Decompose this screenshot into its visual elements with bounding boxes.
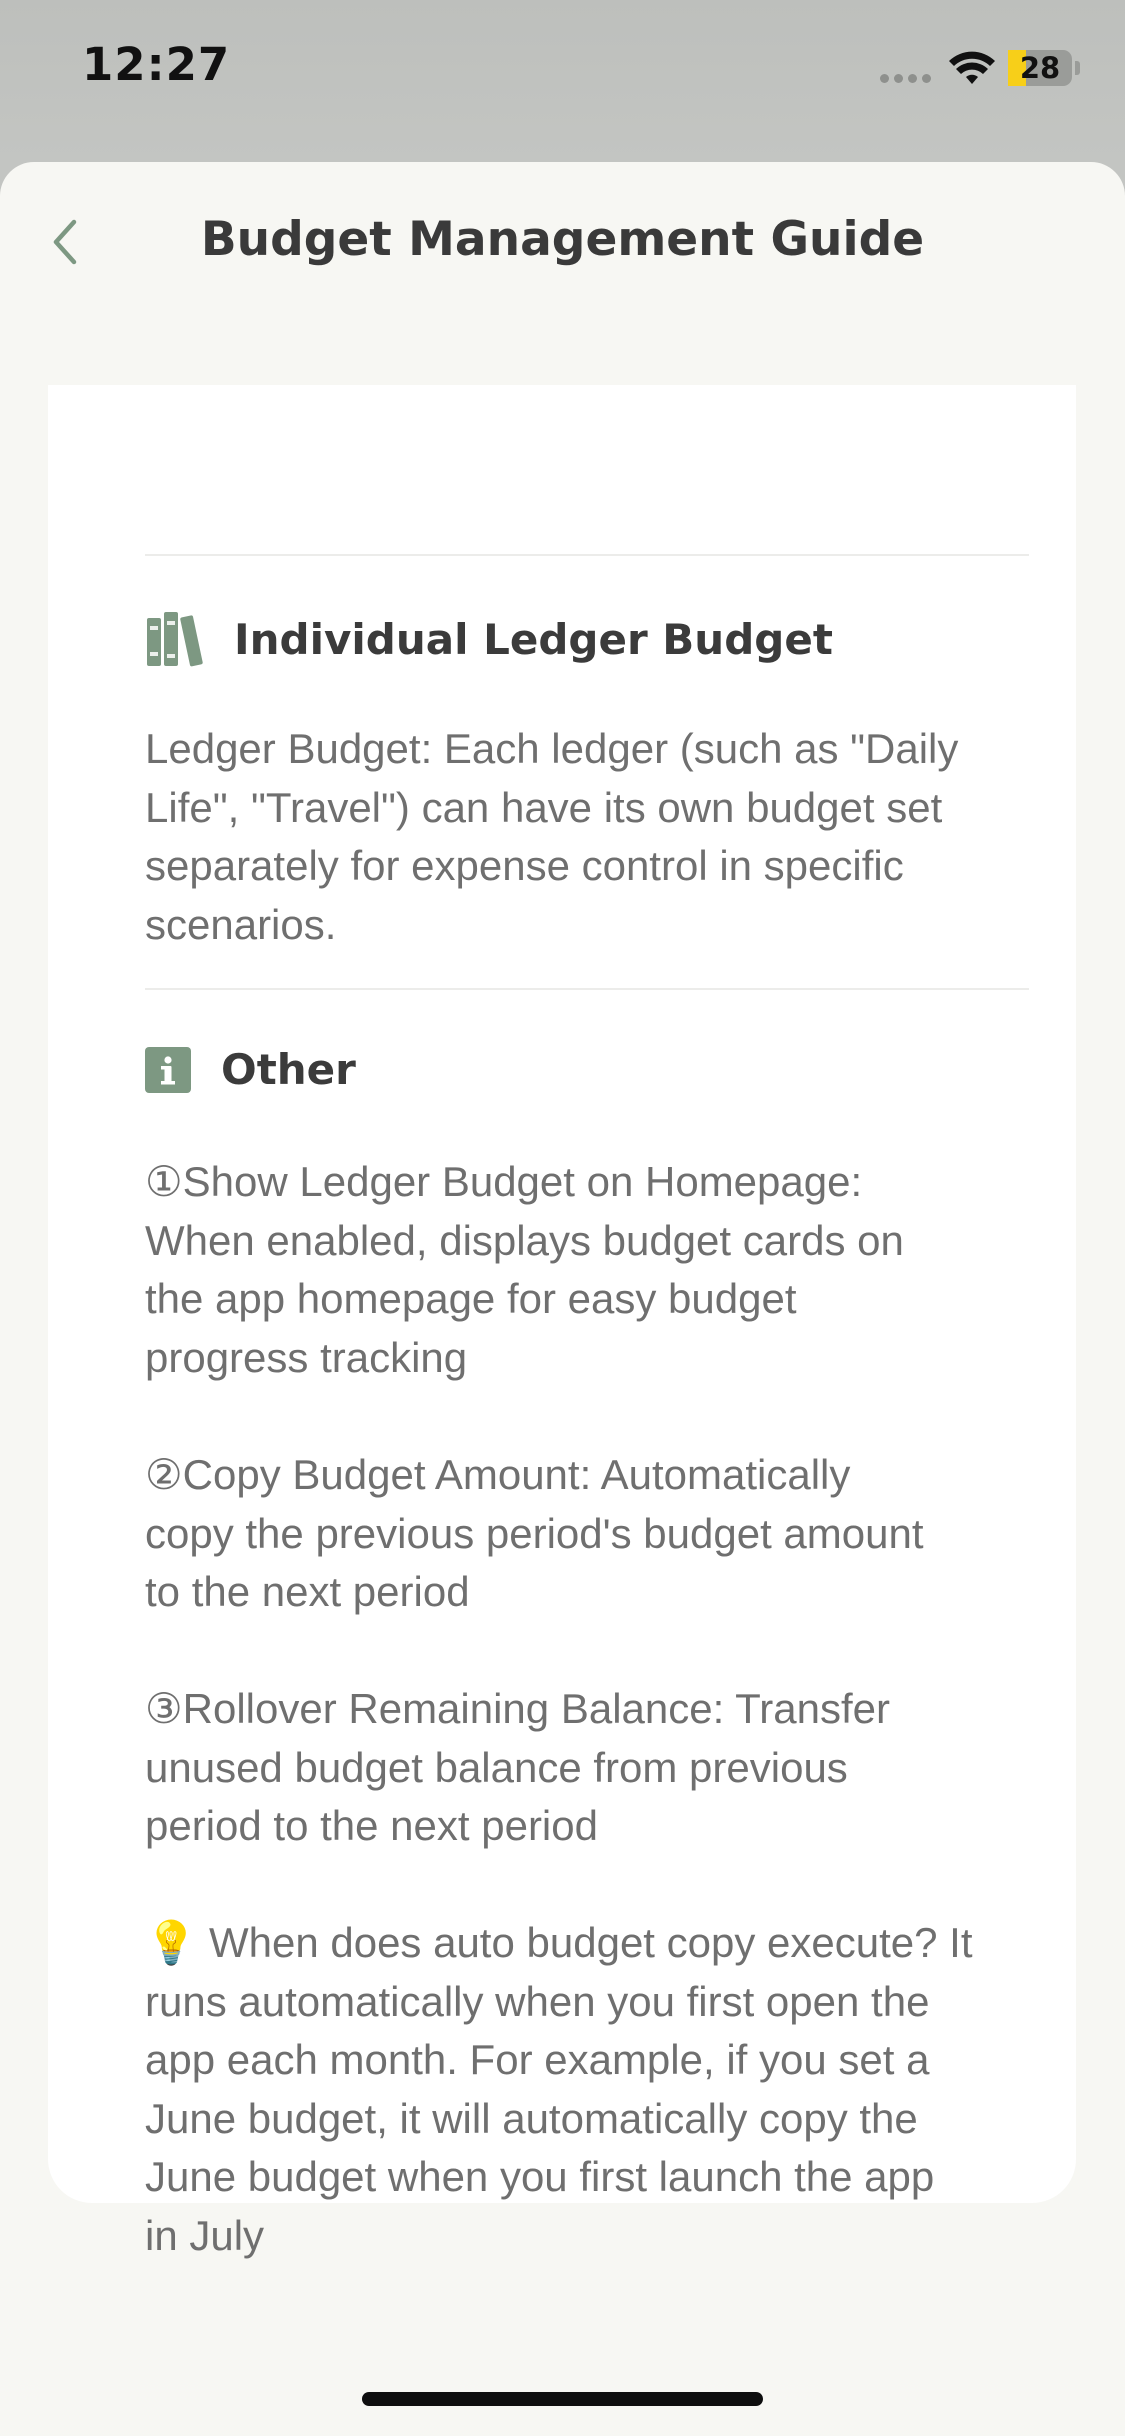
ledger-budget-description: Ledger Budget: Each ledger (such as "Daily Life", "Travel") can have its own budget set separately for expense control in specific scenarios. [145, 725, 959, 948]
section-divider [145, 554, 1029, 556]
auto-copy-tip: 💡 When does auto budget copy execute? It runs automatically when you first open the app each month. For example, if you set a June budget, it will automatically copy the June budget when you first launch the app in July [145, 1919, 973, 2259]
section-title-ledger: Individual Ledger Budget [234, 614, 833, 664]
guide-sheet [0, 162, 1125, 2436]
home-indicator[interactable] [362, 2392, 763, 2406]
section-title-other: Other [221, 1045, 356, 1094]
section-header-other-row [145, 1045, 356, 1094]
other-item-show-ledger-budget: ①Show Ledger Budget on Homepage: When enabled, displays budget cards on the app homepage for easy budget progress tracking [145, 1158, 904, 1381]
nav-bar [0, 162, 1125, 322]
status-time: 12:27 [82, 38, 231, 91]
other-item-rollover-balance: ③Rollover Remaining Balance: Transfer unused budget balance from previous period to the next period [145, 1685, 890, 1849]
wifi-icon [948, 50, 996, 86]
chevron-left-icon [50, 217, 80, 267]
other-item-copy-budget-amount: ②Copy Budget Amount: Automatically copy the previous period's budget amount to the next period [145, 1451, 924, 1615]
battery-level: 28 [1019, 51, 1061, 85]
info-icon [145, 1047, 191, 1093]
guide-content-card [48, 385, 1076, 2259]
books-icon [145, 610, 207, 668]
section-divider [145, 988, 1029, 990]
battery-icon [1008, 50, 1080, 86]
page-title: Budget Management Guide [200, 212, 925, 267]
section-header-ledger [145, 610, 833, 668]
cellular-signal-icon [880, 74, 936, 84]
back-button[interactable] [30, 202, 100, 282]
status-bar [0, 0, 1125, 140]
